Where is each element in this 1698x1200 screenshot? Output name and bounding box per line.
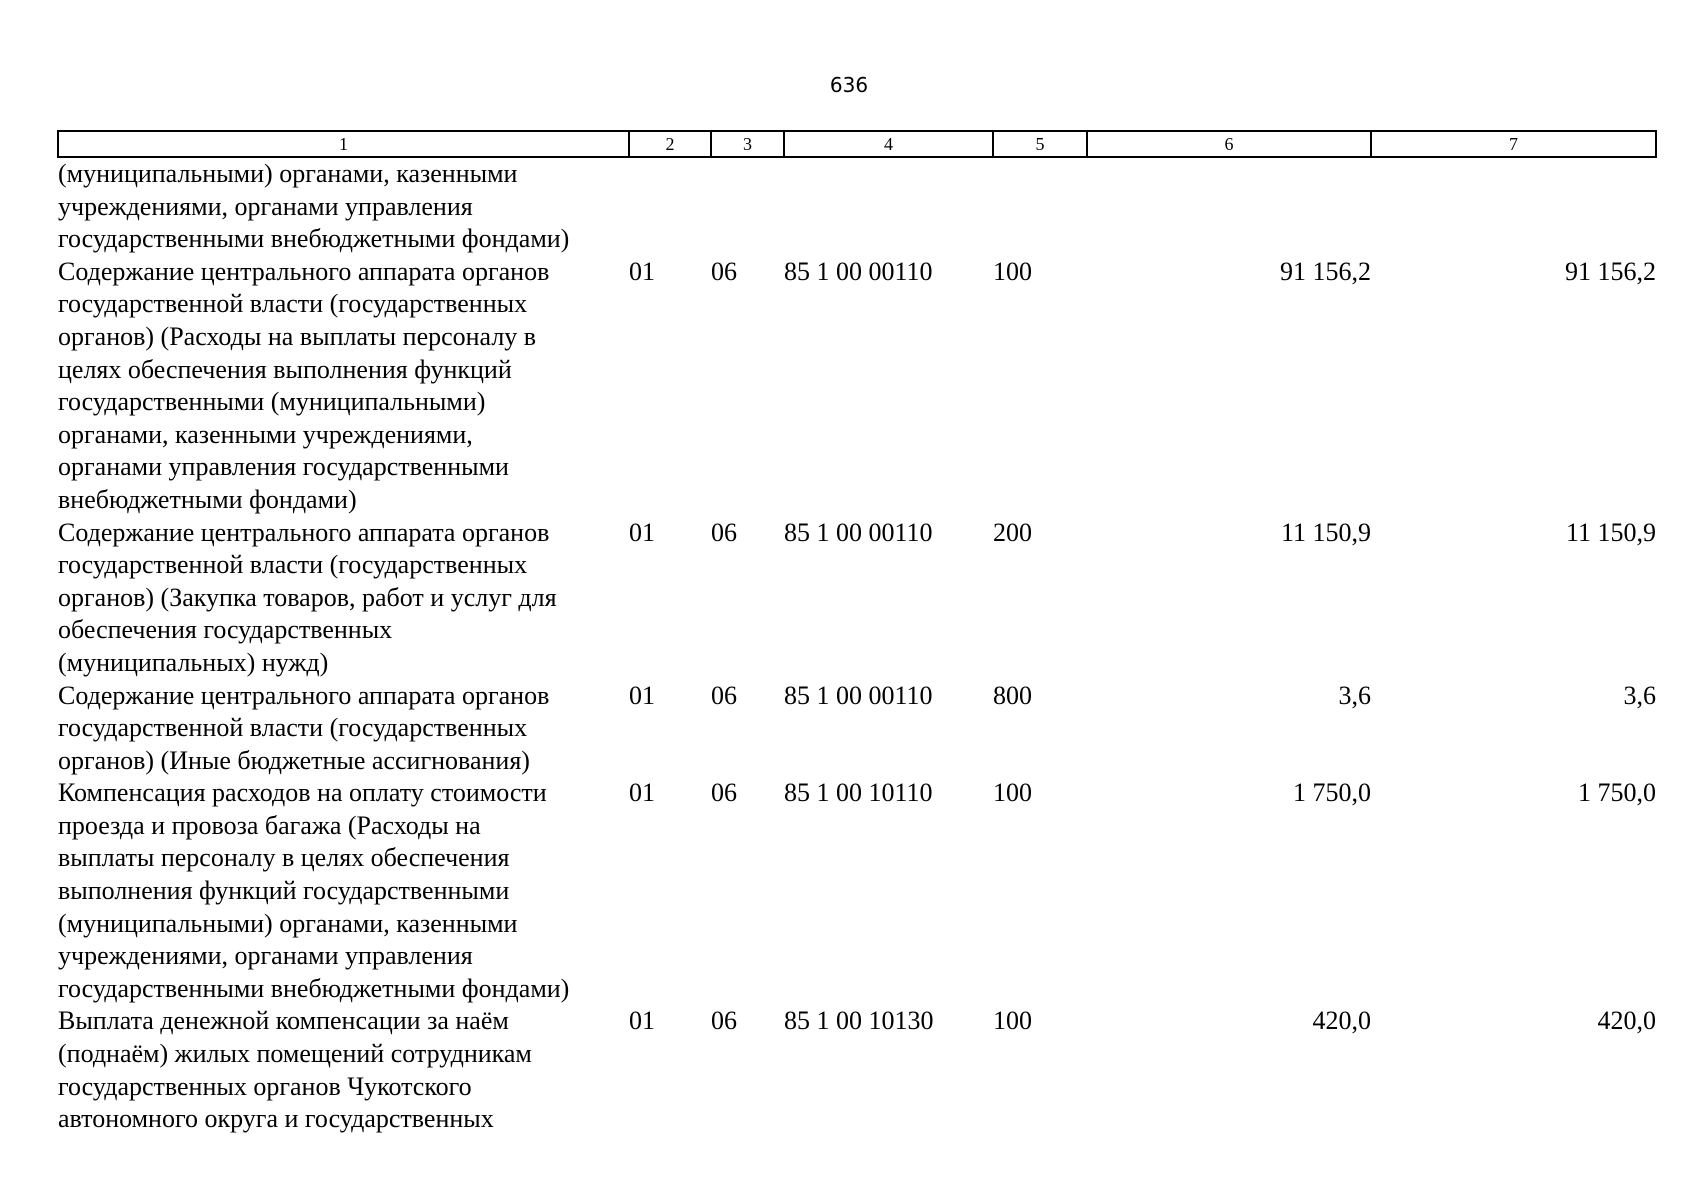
row-amount-1: 11 150,9 bbox=[1280, 517, 1371, 547]
row-expense-type: 800 bbox=[993, 680, 1032, 710]
table-row bbox=[58, 680, 1656, 778]
row-section: 01 bbox=[629, 680, 655, 710]
row-expense-type bbox=[993, 157, 1087, 256]
row-amount-1: 1 750,0 bbox=[1293, 778, 1371, 808]
row-subsection bbox=[711, 157, 784, 256]
row-section: 01 bbox=[629, 778, 655, 808]
row-target-article: 85 1 00 10110 bbox=[784, 778, 933, 808]
row-subsection: 06 bbox=[711, 778, 737, 808]
row-target-article: 85 1 00 00110 bbox=[784, 680, 933, 710]
column-header: 3 bbox=[711, 131, 784, 157]
row-amount-2: 3,6 bbox=[1623, 680, 1656, 710]
row-amount-2 bbox=[1371, 157, 1656, 256]
row-section bbox=[629, 157, 711, 256]
row-subsection: 06 bbox=[711, 680, 737, 710]
row-target-article bbox=[784, 157, 993, 256]
table-row bbox=[58, 256, 1656, 517]
row-amount-2: 11 150,9 bbox=[1565, 517, 1656, 547]
row-expense-type: 200 bbox=[993, 517, 1032, 547]
row-amount-1 bbox=[1087, 157, 1371, 256]
row-expense-type: 100 bbox=[993, 1006, 1032, 1036]
row-amount-2: 420,0 bbox=[1597, 1006, 1656, 1036]
budget-table bbox=[57, 130, 1657, 1136]
row-section: 01 bbox=[629, 1006, 655, 1036]
row-target-article: 85 1 00 00110 bbox=[784, 256, 933, 286]
row-name: Компенсация расходов на оплату стоимости проезда и провоза багажа (Расходы на выплаты персоналу в целях обеспечения выполнения функций государственными (муниципальными) органами, казенными учреждениями, органами управления государственными внебюджетными фондами) bbox=[58, 778, 570, 1003]
row-target-article: 85 1 00 00110 bbox=[784, 517, 933, 547]
column-header: 1 bbox=[58, 131, 629, 157]
column-header: 5 bbox=[993, 131, 1087, 157]
column-header: 6 bbox=[1087, 131, 1371, 157]
column-header: 7 bbox=[1371, 131, 1656, 157]
row-amount-2: 1 750,0 bbox=[1578, 778, 1656, 808]
page-number: 636 bbox=[829, 73, 869, 97]
column-header: 2 bbox=[629, 131, 711, 157]
table-row bbox=[58, 777, 1656, 1005]
column-header: 4 bbox=[784, 131, 993, 157]
row-name: Содержание центрального аппарата органов государственной власти (государственных органов) (Иные бюджетные ассигнования) bbox=[58, 680, 550, 775]
row-name: Содержание центрального аппарата органов государственной власти (государственных органов) (Расходы на выплаты персоналу в целях обеспечения выполнения функций государственными (муниципальными) органами, казенными учреждениями, органами управления государственными внебюджетными фондами) bbox=[58, 256, 550, 514]
row-amount-1: 420,0 bbox=[1312, 1006, 1371, 1036]
table-row bbox=[58, 157, 1656, 256]
table-row bbox=[58, 517, 1656, 680]
row-name: Содержание центрального аппарата органов государственной власти (государственных органов) (Закупка товаров, работ и услуг для обеспечения государственных (муниципальных) нужд) bbox=[58, 517, 557, 677]
table-row bbox=[58, 1005, 1656, 1135]
table-header bbox=[58, 131, 1656, 157]
row-amount-1: 91 156,2 bbox=[1280, 256, 1371, 286]
row-section: 01 bbox=[629, 256, 655, 286]
row-subsection: 06 bbox=[711, 1006, 737, 1036]
table-body bbox=[58, 157, 1656, 1136]
row-section: 01 bbox=[629, 517, 655, 547]
row-target-article: 85 1 00 10130 bbox=[784, 1006, 934, 1036]
row-name: (муниципальными) органами, казенными учреждениями, органами управления государственными внебюджетными фондами) bbox=[58, 159, 570, 254]
row-amount-1: 3,6 bbox=[1338, 680, 1371, 710]
row-subsection: 06 bbox=[711, 256, 737, 286]
row-name: Выплата денежной компенсации за наём (поднаём) жилых помещений сотрудникам государственных органов Чукотского автономного округа и государственных bbox=[58, 1006, 532, 1134]
row-subsection: 06 bbox=[711, 517, 737, 547]
row-expense-type: 100 bbox=[993, 778, 1032, 808]
row-expense-type: 100 bbox=[993, 256, 1032, 286]
column-number-row bbox=[58, 131, 1656, 157]
row-amount-2: 91 156,2 bbox=[1565, 256, 1656, 286]
